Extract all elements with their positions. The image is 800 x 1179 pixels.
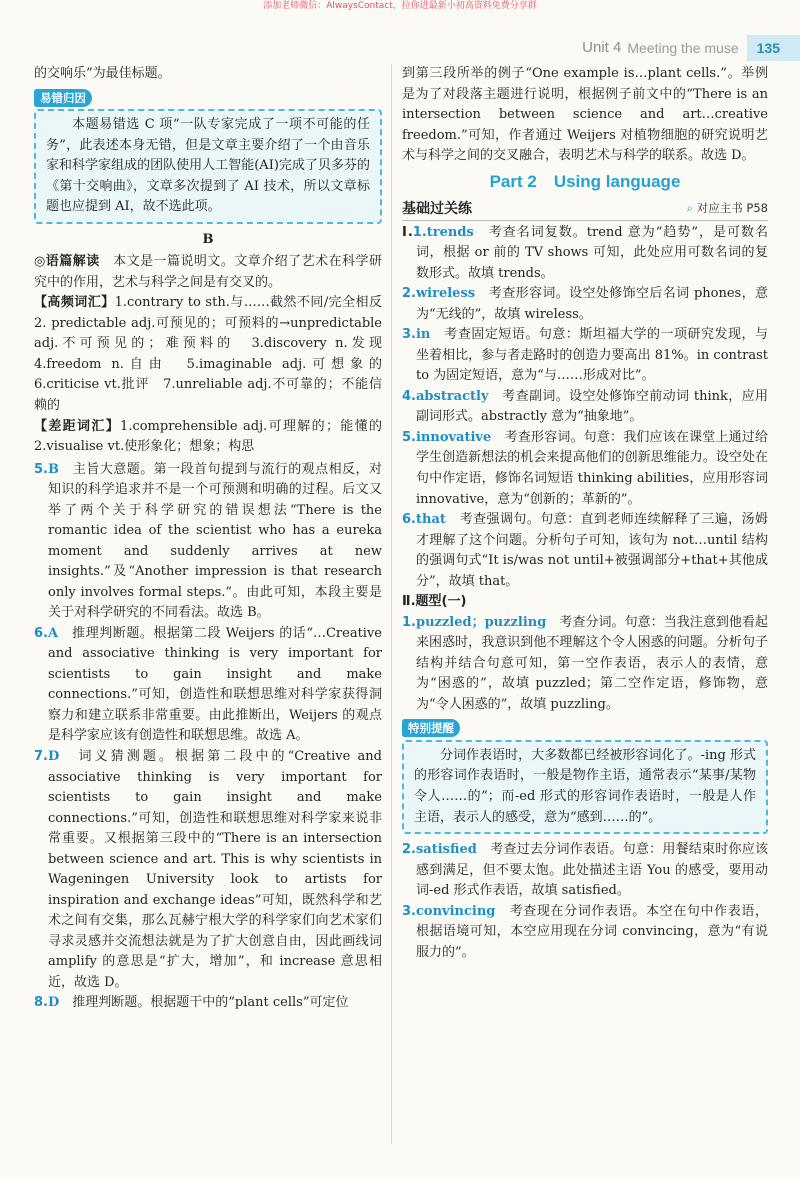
- error-analysis-text: 本题易错选 C 项“一队专家完成了一项不可能的任务”，此表述本身无错，但是文章主要介绍了一个由音乐家和科学家组成的团队使用人工智能(AI)完成了贝多芬的《第十交响曲》，文章多次提到了 AI 技术，所以文章标题也应提到 AI，故不选此项。: [46, 117, 370, 215]
- answer-5: B: [47, 461, 59, 477]
- column-divider: [391, 64, 392, 1144]
- item-I-5: 5.innovative 考查形容词。句意：我们应该在课堂上通过给学生创造新想法的机会来提高他们的创新思维能力。设空处在句中作定语，修饰名词短语 thinking abilities，应用形容词 innovative，意为“创新的；革新的”。: [402, 429, 768, 507]
- search-icon: ⌕: [686, 201, 697, 216]
- item-I-1: Ⅰ.1.trends 考查名词复数。trend 意为“趋势”，是可数名词，根据 or 前的 TV shows 可知，此处应用可数名词的复数形式。故填 trends。: [402, 224, 768, 281]
- unit-label: Unit 4: [582, 39, 622, 57]
- main-book-ref: ⌕ 对应主书 P58: [686, 201, 768, 216]
- question-8: 8.D 推理判断题。根据题干中的“plant cells”可定位: [34, 995, 349, 1011]
- special-tip-box: [402, 740, 768, 834]
- special-tip-section: [402, 719, 768, 834]
- item-II-2: 2.satisfied 考查过去分词作表语。句意：用餐结束时你应该感到满足，但不要太饱。此处描述主语 You 的感受，要用动词-ed 形式作表语，故填 satisfied。: [402, 842, 768, 899]
- item-I-4: 4.abstractly 考查副词。设空处修饰空前动词 think，应用副词形式。abstractly 意为“抽象地”。: [402, 388, 768, 425]
- gap-vocab-text: 1.comprehensible adj.可理解的；能懂的 2.visualise vt.使形象化；想象；构思: [34, 418, 395, 455]
- page-header: [582, 36, 800, 60]
- discourse-label: ◎语篇解读: [34, 254, 100, 270]
- basic-practice-title: 基础过关练: [402, 200, 472, 217]
- question-7: 7.D 词义猜测题。根据第二段中的“Creative and associative thinking is very important for scientists to gain insight and make connections.”可知，创造性和联想思维对科学家来说非常重要。又根据第三段中的“There is an intersection between science and art. This is why scientists in Wageningen University look to artists for inspiration and exchange ideas”可知，既然科学和艺术之间有交集，那么瓦赫宁根大学的科学家们向艺术家们寻求灵感并交流想法就是为了扩大创意自由，因此画线词 amplify 的意思是“扩大，增加”，和 increase 意思相近，故选 D。: [34, 749, 382, 990]
- error-analysis-tag: 易错归因: [34, 89, 92, 107]
- question-5: 5.B 主旨大意题。第一段首句提到与流行的观点相反，对知识的科学追求并不是一个可预测和明确的过程。后文又举了两个关于科学研究的错误想法“There is the romantic idea of the scientist who has a eureka moment and suddenly arrives at new insights.”及“Another impression is that research only involves formal steps.”。由此可知，本段主要是关于对科学研究的不同看法。故选 B。: [34, 461, 382, 621]
- answer-6: A: [47, 625, 59, 641]
- special-tip-tag: 特别提醒: [402, 719, 460, 737]
- high-frequency-label: 【高频词汇】: [34, 295, 115, 311]
- high-frequency-text: 1.contrary to sth.与……截然不同/完全相反 2. predictable adj.可预见的；可预料的→unpredictable adj.不可预见的；难预料的 3.discovery n.发现 4.freedom n.自由 5.imaginable adj.可想象的 6.criticise vt.批评 7.unreliable adj.不可靠的；不能信赖的: [34, 295, 396, 413]
- discourse-reading: [34, 252, 382, 293]
- error-analysis-section: [34, 89, 382, 224]
- answer-8: D: [47, 995, 60, 1011]
- answer-7: D: [47, 749, 60, 764]
- section-b-heading: B: [202, 231, 214, 247]
- high-frequency-vocab: [34, 293, 396, 416]
- error-analysis-box: [34, 109, 382, 224]
- continued-text-right: 到第三段所举的例子“One example is…plant cells.”。举例是为了对段落主题进行说明，根据例子前文中的“There is an intersection between science and art…creative freedom.”可知，作者通过 Weijers 对植物细胞的研究说明艺术与科学之间的交叉融合，表明艺术与科学的联系。故选 D。: [402, 66, 768, 164]
- basic-practice-header: [402, 198, 768, 221]
- gap-vocab: [34, 417, 395, 458]
- unit-title: Meeting the muse: [627, 39, 739, 56]
- item-II-1: 1.puzzled；puzzling 考查分词。句意：当我注意到他看起来困惑时，我意识到他不理解这个令人困惑的问题。分析句子结构并结合句意可知，第一空作表语，表示人的表情，意为“困惑的”，故填 puzzled；第二空作定语，修饰物，意为“令人困惑的”，故填 puzzling。: [402, 614, 768, 712]
- special-tip-text: 分词作表语时，大多数都已经被形容词化了。-ing 形式的形容词作表语时，一般是物作主语，通常表示“某事/某物令人……的”；而-ed 形式的形容词作表语时，一般是人作主语，表示人的感受，意为“感到……的”。: [414, 747, 756, 825]
- part-title: Part 2 Using language: [489, 171, 681, 191]
- right-column: [402, 64, 768, 963]
- question-6: 6.A 推理判断题。根据第二段 Weijers 的话“…Creative and associative thinking is very important for scientists to gain insight and make connections.”可知，创造性和联想思维对科学家获得洞察力和建立联系非常重要。由此推断出，Weijers 的观点是科学家应该有创造性和联想思维。故选 A。: [34, 625, 382, 744]
- item-I-3: 3.in 考查固定短语。句意：斯坦福大学的一项研究发现，与坐着相比，参与者走路时的创造力要高出 81%。in contrast to 为固定短语，意为“与……形成对比”。: [402, 327, 768, 384]
- item-II-3: 3.convincing 考查现在分词作表语。本空在句中作表语，根据语境可知，本空应用现在分词 convincing，意为“有说服力的”。: [402, 903, 768, 960]
- left-column: [34, 64, 396, 1014]
- discourse-text: 本文是一篇说明文。文章介绍了艺术在科学研究中的作用，艺术与科学之间是有交叉的。: [34, 254, 382, 290]
- page-number: 135: [747, 35, 800, 61]
- item-I-6: 6.that 考查强调句。句意：直到老师连续解释了三遍，汤姆才理解了这个问题。分析句子可知，该句为 not…until 结构的强调句式“It is/was not until+被强调部分+that+其他成分”，故填 that。: [402, 512, 768, 589]
- item-I-2: 2.wireless 考查形容词。设空处修饰空后名词 phones，意为“无线的”，故填 wireless。: [402, 286, 768, 322]
- section-I-label: Ⅰ.: [402, 224, 413, 240]
- continued-text: 的交响乐”为最佳标题。: [34, 66, 171, 81]
- top-watermark-note: 添加老师微信：AlwaysContact，拉你进最新小初高资料免费分享群: [263, 1, 537, 11]
- section-II-label: Ⅱ.题型(一): [402, 594, 467, 610]
- gap-vocab-label: 【差距词汇】: [34, 418, 121, 434]
